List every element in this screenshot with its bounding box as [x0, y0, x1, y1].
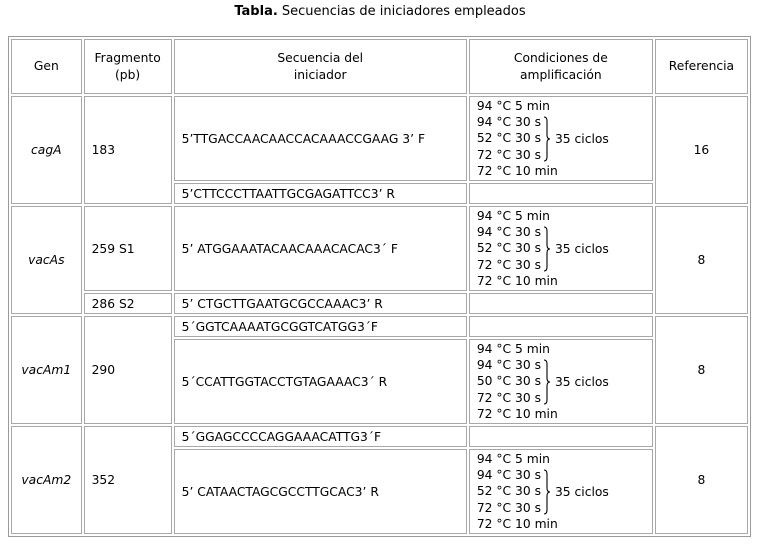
conditions-cell: 94 °C 5 min 94 °C 30 s 52 °C 30 s 72 °C 30 s 35 ciclos 72 °C 10 min: [469, 449, 653, 534]
header-row: [11, 39, 748, 94]
table-caption: [0, 4, 760, 19]
header-gen: Gen: [11, 39, 82, 94]
caption-bold: Tabla.: [234, 4, 278, 19]
cycles-label: 35 ciclos: [554, 484, 609, 499]
empty-cell: [469, 183, 653, 204]
fragment-cell: 290: [84, 316, 172, 424]
empty-cell: [469, 293, 653, 314]
fragment-cell: 259 S1: [84, 206, 172, 291]
cycles-label: 35 ciclos: [554, 131, 609, 146]
header-referencia: Referencia: [655, 39, 748, 94]
cycles-label: 35 ciclos: [554, 374, 609, 389]
table-row: [11, 206, 748, 291]
table-row: [11, 426, 748, 447]
conditions-cell: 94 °C 5 min 94 °C 30 s 50 °C 30 s 72 °C 30 s 35 ciclos 72 °C 10 min: [469, 339, 653, 424]
gen-cell: vacAs: [11, 206, 82, 314]
fragment-cell: 286 S2: [84, 293, 172, 314]
sequence-forward: 5´GGTCAAAATGCGGTCATGG3´F: [174, 316, 467, 337]
conditions-cell: 94 °C 5 min 94 °C 30 s 52 °C 30 s 72 °C 30 s 35 ciclos 72 °C 10 min: [469, 206, 653, 291]
gen-cell: vacAm1: [11, 316, 82, 424]
header-fragmento: Fragmento (pb): [84, 39, 172, 94]
table-row: [11, 316, 748, 337]
brace-icon: [543, 226, 551, 272]
empty-cell: [469, 316, 653, 337]
primer-table: [8, 36, 751, 537]
sequence-reverse: 5’ CATAACTAGCGCCTTGCAC3’ R: [174, 449, 467, 534]
conditions-cell: 94 °C 5 min 94 °C 30 s 52 °C 30 s 72 °C 30 s 35 ciclos 72 °C 10 min: [469, 96, 653, 181]
brace-icon: [543, 469, 551, 515]
reference-cell: 16: [655, 96, 748, 204]
reference-cell: 8: [655, 206, 748, 314]
header-secuencia: Secuencia del iniciador: [174, 39, 467, 94]
reference-cell: 8: [655, 426, 748, 534]
gen-cell: cagA: [11, 96, 82, 204]
caption-text: Secuencias de iniciadores empleados: [277, 4, 526, 19]
gen-cell: vacAm2: [11, 426, 82, 534]
header-condiciones: Condiciones de amplificación: [469, 39, 653, 94]
sequence-forward: 5’ ATGGAAATACAACAAACACAC3´ F: [174, 206, 467, 291]
cycles-label: 35 ciclos: [554, 241, 609, 256]
fragment-cell: 183: [84, 96, 172, 204]
sequence-forward: 5´GGAGCCCCAGGAAACATTG3´F: [174, 426, 467, 447]
table-row: [11, 293, 748, 314]
sequence-forward: 5’TTGACCAACAACCACAAACCGAAG 3’ F: [174, 96, 467, 181]
brace-icon: [543, 116, 551, 162]
sequence-reverse: 5’CTTCCCTTAATTGCGAGATTCC3’ R: [174, 183, 467, 204]
brace-icon: [543, 359, 551, 405]
table-row: [11, 96, 748, 181]
reference-cell: 8: [655, 316, 748, 424]
fragment-cell: 352: [84, 426, 172, 534]
empty-cell: [469, 426, 653, 447]
sequence-reverse: 5’ CTGCTTGAATGCGCCAAAC3’ R: [174, 293, 467, 314]
sequence-reverse: 5´CCATTGGTACCTGTAGAAAC3´ R: [174, 339, 467, 424]
